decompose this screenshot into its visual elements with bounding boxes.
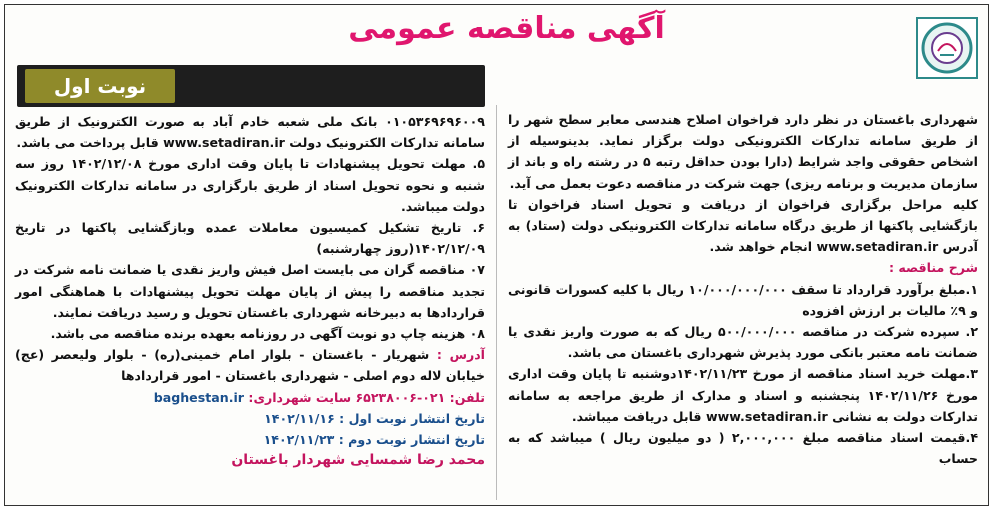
column-divider [496, 105, 497, 500]
website-link[interactable]: baghestan.ir [153, 389, 245, 405]
address-label: آدرس : [436, 347, 485, 363]
left-column [15, 111, 485, 471]
address-text: شهریار - باغستان - بلوار امام خمینی(ره) - بلوار ولیعصر (عج) خیابان لاله دوم اصلی - شهرداری باغستان - امور قراردادها [15, 347, 485, 384]
municipality-logo-icon [914, 15, 980, 81]
condition-item: ۵. مهلت تحویل پیشنهادات تا پایان وقت اداری مورخ ۱۴۰۲/۱۲/۰۸ روز سه شنبه و نحوه تحویل اسناد از طریق بارگزاری در سامانه تدارکات الکترونیک دولت میباشد. [15, 156, 485, 214]
condition-item: ۰۱۰۵۳۶۹۶۹۶۰۰۹ بانک ملی شعبه خادم آباد به صورت الکترونیک از طریق سامانه تدارکات الکترونیک دولت www.setadiran.ir قابل پرداخت می باشد. [15, 114, 485, 151]
condition-item: ۰۸ هزینه چاپ دو نوبت آگهی در روزنامه بعهده برنده مناقصه می باشد. [50, 326, 485, 342]
publish-date-first: تاریخ انتشار نوبت اول : ۱۴۰۲/۱۱/۱۶ [264, 410, 485, 426]
phone-label: تلفن: ۰۲۱-۶۵۲۳۸۰۰۶ سایت شهرداری: [248, 389, 485, 405]
publish-date-second: تاریخ انتشار نوبت دوم : ۱۴۰۲/۱۱/۲۳ [263, 432, 485, 448]
right-column [508, 109, 978, 469]
conditions-heading: شرح مناقصه : [888, 260, 978, 276]
condition-item: ۰۷ مناقصه گران می بایست اصل فیش واریز نقدی یا ضمانت نامه شرکت در تجدید مناقصه را پیش از پایان مهلت تحویل پیشنهادات با هماهنگی امور قراردادها به دبیرخانه شهرداری باغستان تحویل و رسید دریافت نمایند. [15, 262, 485, 320]
condition-item: ۳.مهلت خرید اسناد مناقصه از مورخ ۱۴۰۲/۱۱/۲۳دوشنبه تا پایان وقت اداری مورخ ۱۴۰۲/۱۱/۲۶ پنجشنبه و اسناد و مدارک از طریق مراجعه به سامانه تدارکات دولت به نشانی www.setadiran.ir قابل دریافت میباشد. [508, 366, 978, 424]
condition-item: ۴.قیمت اسناد مناقصه مبلغ ۲,۰۰۰,۰۰۰ ( دو میلیون ریال ) میباشد که به حساب [508, 430, 978, 467]
signer: محمد رضا شمسایی شهردار باغستان [231, 452, 485, 469]
address [15, 344, 485, 386]
round-badge-bar [17, 65, 485, 107]
condition-item: ۶. تاریخ تشکیل کمیسیون معاملات عمده وبازگشایی پاکتها در تاریخ ۱۴۰۲/۱۲/۰۹(روز چهارشنبه) [15, 220, 485, 257]
intro-paragraph: شهرداری باغستان در نظر دارد فراخوان اصلاح هندسی معابر سطح شهر را از طریق سامانه تدارکات الکترونیکی دولت برگزار نماید. بدینوسیله از اشخاص حقوقی واجد شرایط (دارا بودن حداقل رتبه ۵ در رشته راه و باند از سازمان مدیریت و برنامه ریزی) جهت شرکت در مناقصه دعوت بعمل می آید. [508, 112, 978, 191]
condition-item: ۲. سپرده شرکت در مناقصه ۵۰۰/۰۰۰/۰۰۰ ریال که به صورت واریز نقدی یا ضمانت نامه معتبر بانکی مورد پذیرش شهرداری باغستان می باشد. [508, 324, 979, 361]
condition-item: ۱.مبلغ برآورد قرارداد تا سقف ۱۰/۰۰۰/۰۰۰/۰۰۰ ریال با کلیه کسورات قانونی و ۹٪ مالیات بر ارزش افزوده [508, 281, 978, 318]
round-badge: نوبت اول [25, 69, 175, 103]
tender-notice [4, 4, 989, 506]
page-title: آگهی مناقصه عمومی [348, 11, 665, 46]
intro-paragraph-2: کلیه مراحل برگزاری فراخوان از دریافت و تحویل اسناد فراخوان تا بازگشایی پاکتها از طریق درگاه سامانه تدارکات الکترونیکی دولت (ستاد) به آدرس www.setadiran.ir انجام خواهد شد. [508, 196, 978, 255]
contact-line [15, 387, 485, 408]
